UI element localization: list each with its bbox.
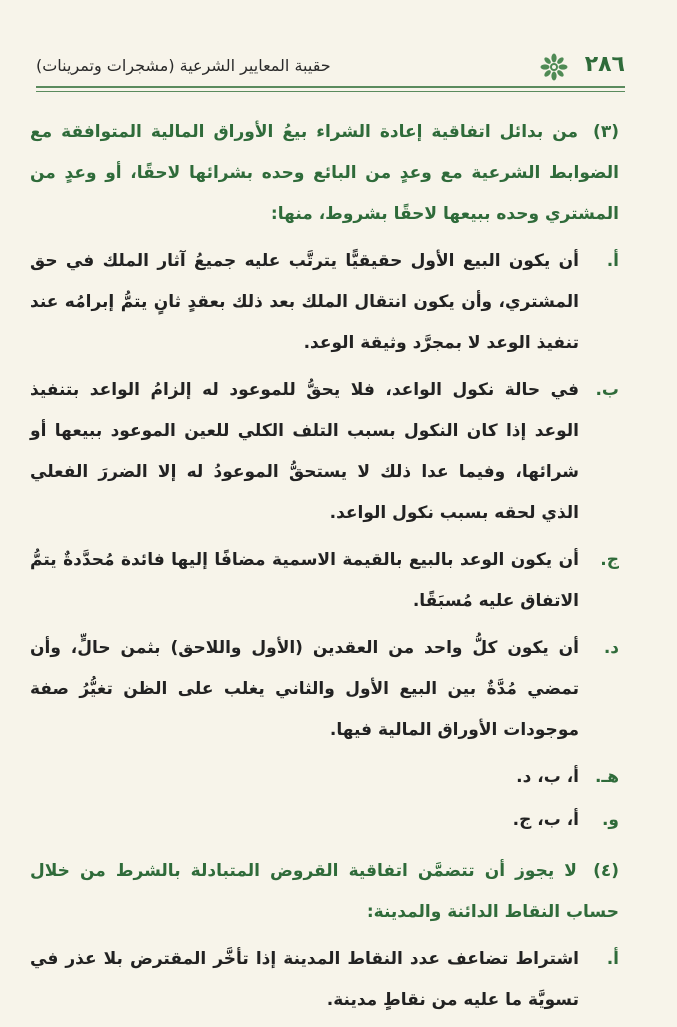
question-4: [30, 851, 619, 933]
option-ha: [30, 757, 619, 798]
question-3: [30, 112, 619, 235]
option-text: أن يكون كلُّ واحد من العقدين (الأول واللاحق) بثمن حالٍّ، وأن تمضي مُدَّةٌ بين البيع الأول والثاني يغلب على الظن تغيُّرُ صفة موجودات الأوراق المالية فيها.: [30, 638, 579, 740]
option-letter: د.: [603, 638, 619, 658]
option-letter: أ.: [606, 251, 619, 271]
header-rule-thin: [36, 91, 625, 92]
option-dal: [30, 628, 619, 751]
option-text: أ، ب، د.: [516, 767, 579, 787]
question-text: من بدائل اتفاقية إعادة الشراء بيعُ الأوراق المالية المتوافقة مع الضوابط الشرعية مع وعدٍ من البائع وحده بشرائها لاحقًا، أو وعدٍ من المشتري وحده ببيعها لاحقًا بشروط، منها:: [30, 122, 619, 224]
rosette-ornament-icon: [539, 52, 569, 82]
option-ba: [30, 370, 619, 534]
option-text: اشتراط تضاعف عدد النقاط المدينة إذا تأخَّر المقترض بلا عذر في تسويَّة ما عليه من نقاطٍ مدينة.: [30, 949, 579, 1010]
option-jim: [30, 540, 619, 622]
option-text: في حالة نكول الواعد، فلا يحقُّ للموعود له إلزامُ الواعد بتنفيذ الوعد إذا كان النكول بسبب التلف الكلي للعين الموعود ببيعها أو شرائها، وفيما عدا ذلك لا يستحقُّ الموعودُ له إلا الضررَ الفعلي الذي لحقه بسبب نكول الواعد.: [30, 380, 579, 523]
question-number: (٣): [593, 122, 619, 142]
option-alif: [30, 241, 619, 364]
option-waw: [30, 800, 619, 841]
page-content: [30, 112, 619, 1027]
book-title: حقيبة المعايير الشرعية (مشجرات وتمرينات): [36, 56, 331, 75]
header-rule: [36, 86, 625, 88]
option-letter: ب.: [595, 380, 619, 400]
question-number: (٤): [593, 861, 620, 881]
page-number: ٢٨٦: [584, 52, 625, 77]
question-text: لا يجوز أن تتضمَّن اتفاقية القروض المتبادلة بالشرط من خلال حساب النقاط الدائنة والمدينة:: [30, 861, 619, 922]
page-header: [36, 52, 625, 96]
option-letter: و.: [601, 810, 619, 830]
option-text: أ، ب، ج.: [512, 810, 579, 830]
option-letter: أ.: [606, 949, 619, 969]
option-text: أن يكون البيع الأول حقيقيًّا يترتَّب عليه جميعُ آثار الملك في حق المشتري، وأن يكون انتقال الملك بعد ذلك بعقدٍ ثانٍ يتمُّ إبرامُه عند تنفيذ الوعد لا بمجرَّد وثيقة الوعد.: [30, 251, 579, 353]
option-letter: ج.: [600, 550, 619, 570]
option-letter: هـ.: [594, 767, 619, 787]
option-alif: [30, 939, 619, 1021]
option-text: أن يكون الوعد بالبيع بالقيمة الاسمية مضافًا إليها فائدة مُحدَّدةٌ يتمُّ الاتفاق عليه مُسبَقًا.: [30, 550, 579, 611]
